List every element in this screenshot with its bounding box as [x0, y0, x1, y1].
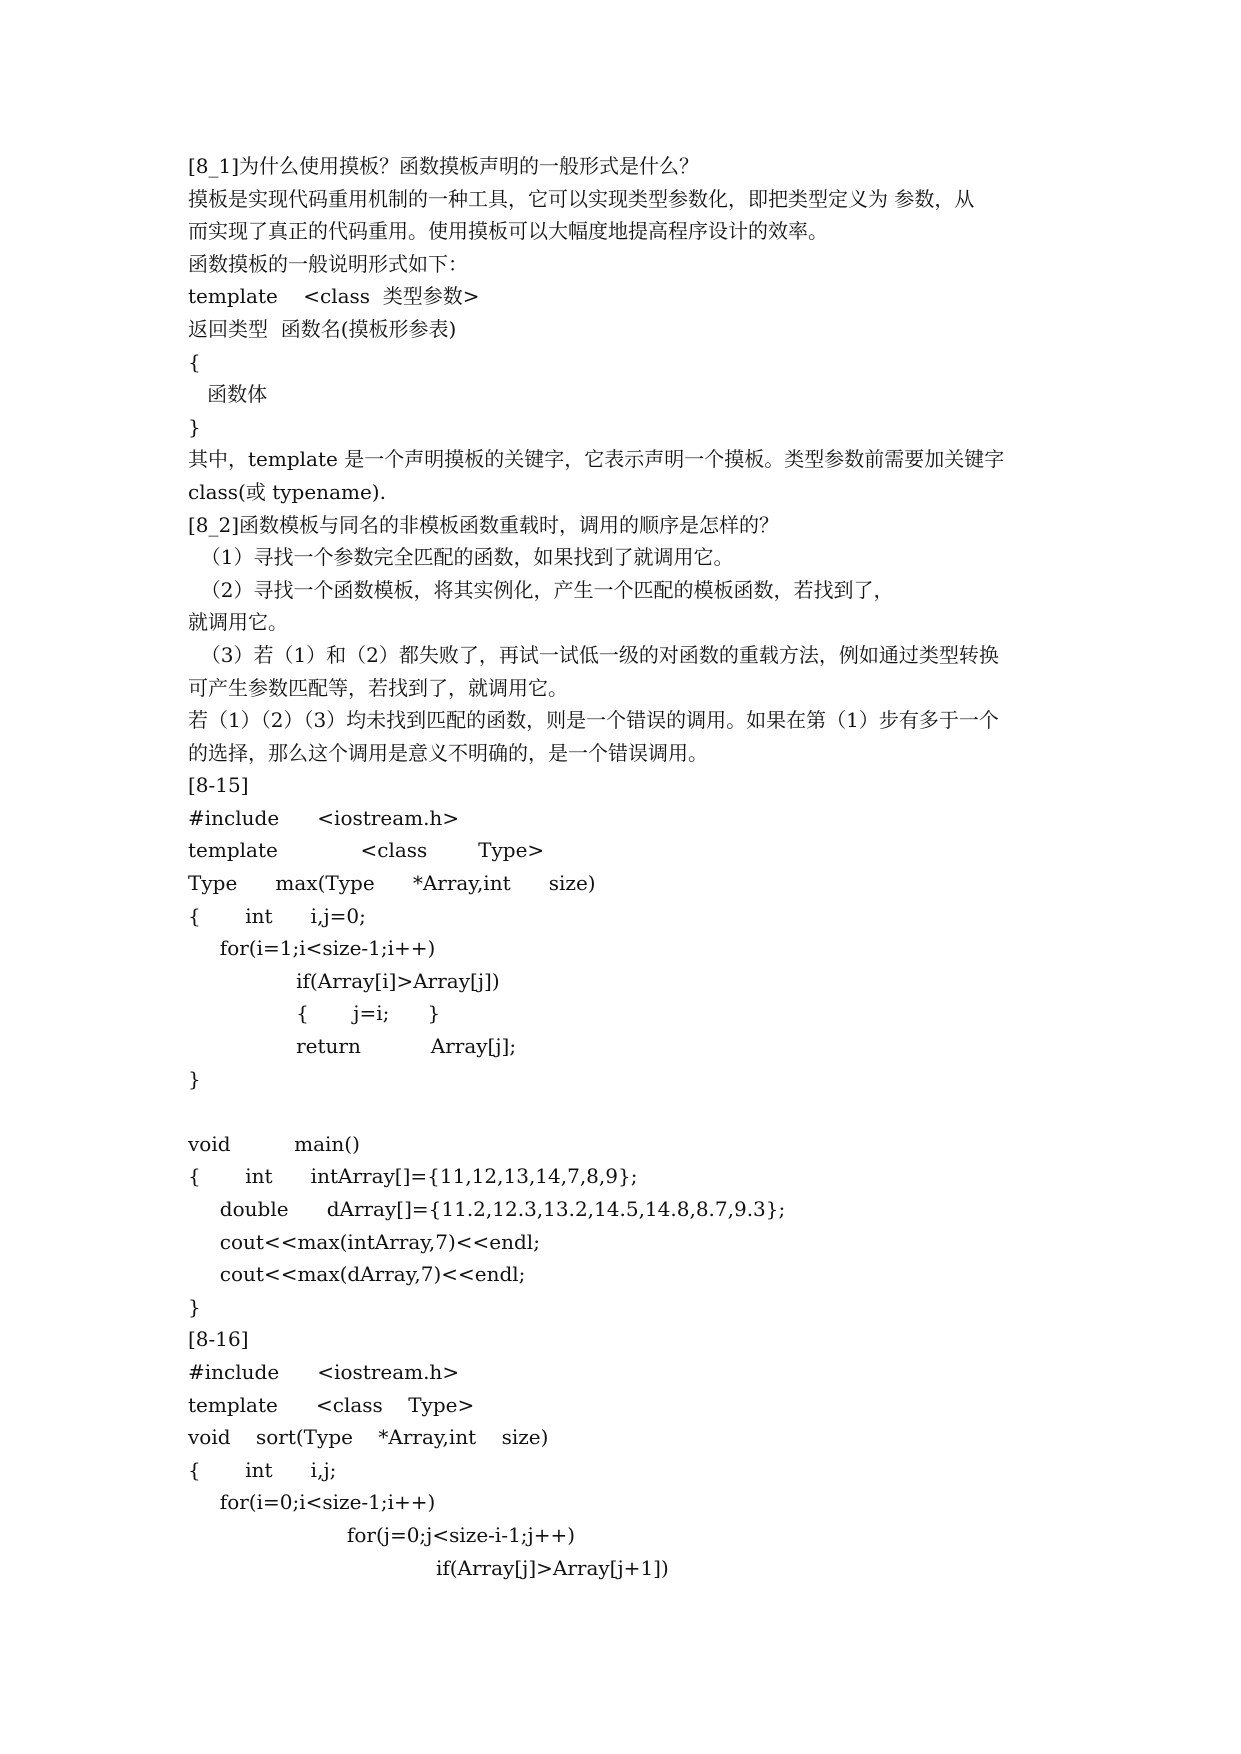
text-line: { int i,j; [188, 1457, 337, 1482]
text-line: for(j=0;j<size-i-1;j++) [188, 1522, 576, 1547]
text-line: cout<<max(dArray,7)<<endl; [188, 1262, 526, 1287]
text-line: { int intArray[]={11,12,13,14,7,8,9}; [188, 1164, 638, 1189]
text-line: （2）寻找一个函数模板，将其实例化，产生一个匹配的模板函数，若找到了， [188, 577, 894, 602]
text-line: 函数摸板的一般说明形式如下： [188, 251, 468, 276]
text-line: double dArray[]={11.2,12.3,13.2,14.5,14.8,8.7,9.3}; [188, 1197, 786, 1221]
text-line: #include <iostream.h> [188, 805, 460, 830]
text-line: class(或 typename). [188, 479, 386, 504]
text-line: [8-16] [188, 1327, 249, 1352]
text-line: } [188, 1294, 201, 1319]
text-line: 摸板是实现代码重用机制的一种工具，它可以实现类型参数化，即把类型定义为 参数，从 [188, 186, 975, 211]
text-line: [8-15] [188, 773, 249, 798]
text-line [188, 1095, 1068, 1128]
text-line: template <class Type> [188, 838, 545, 863]
text-line: if(Array[j]>Array[j+1]) [188, 1555, 669, 1580]
text-line: 可产生参数匹配等，若找到了，就调用它。 [188, 675, 568, 700]
text-line: 函数体 [188, 382, 268, 407]
text-line: 若（1）（2）（3）均未找到匹配的函数，则是一个错误的调用。如果在第（1）步有多于一个 [188, 708, 999, 733]
text-line: [8_1]为什么使用摸板？函数摸板声明的一般形式是什么？ [188, 154, 700, 178]
text-line: template <class 类型参数> [188, 284, 480, 309]
text-line: 就调用它。 [188, 610, 288, 635]
text-line: { int i,j=0; [188, 903, 366, 928]
text-line: Type max(Type *Array,int size) [188, 871, 596, 896]
text-line: （3）若（1）和（2）都失败了，再试一试低一级的对函数的重载方法，例如通过类型转换 [188, 642, 999, 667]
text-line: 其中，template 是一个声明摸板的关键字，它表示声明一个摸板。类型参数前需要加关键字 [188, 447, 1005, 472]
text-line: for(i=1;i<size-1;i++) [188, 936, 436, 961]
text-line: template <class Type> [188, 1392, 475, 1417]
text-line: if(Array[i]>Array[j]) [188, 968, 500, 993]
text-line: （1）寻找一个参数完全匹配的函数，如果找到了就调用它。 [188, 545, 734, 570]
text-line: void sort(Type *Array,int size) [188, 1425, 549, 1450]
text-line: return Array[j]; [188, 1034, 517, 1059]
text-line: 的选择，那么这个调用是意义不明确的，是一个错误调用。 [188, 740, 708, 765]
text-line: for(i=0;i<size-1;i++) [188, 1490, 436, 1515]
text-line: { [188, 349, 201, 374]
text-line: } [188, 1066, 201, 1091]
text-line: { j=i; } [188, 1001, 441, 1026]
text-line: } [188, 414, 201, 439]
text-line: #include <iostream.h> [188, 1359, 460, 1384]
text-line: void main() [188, 1131, 360, 1156]
document-page [188, 150, 1068, 1584]
text-line: cout<<max(intArray,7)<<endl; [188, 1229, 540, 1254]
text-line: 而实现了真正的代码重用。使用摸板可以大幅度地提高程序设计的效率。 [188, 219, 828, 244]
text-line: 返回类型 函数名(摸板形参表) [188, 316, 457, 341]
text-line: [8_2]函数模板与同名的非模板函数重载时，调用的顺序是怎样的？ [188, 512, 780, 537]
